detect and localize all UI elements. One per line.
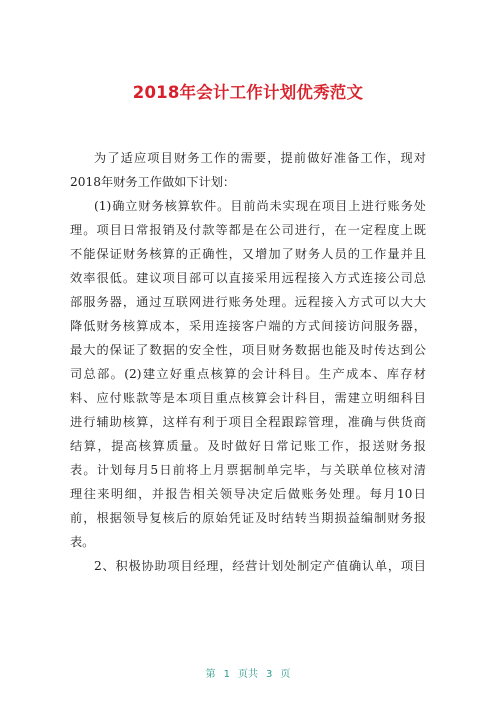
body-line: 料、应付账款等是本项目重点核算会计科目，需建立明细科目 [70, 391, 426, 405]
footer-prefix: 第 [205, 669, 216, 680]
body-line: 前，根据领导复核后的原始凭证及时结转当期损益编制财务报 [70, 511, 426, 525]
page-footer [0, 665, 496, 680]
body-line: 表。 [70, 535, 95, 549]
body-line: 不能保证财务核算的正确性，又增加了财务人员的工作量并且 [70, 247, 426, 261]
body-line: 2、积极协助项目经理，经营计划处制定产值确认单，项目 [94, 559, 426, 573]
body-line: 结算，提高核算质量。及时做好日常记账工作，报送财务报 [70, 439, 426, 453]
document-body [70, 146, 426, 578]
footer-current-page: 1 [223, 669, 230, 680]
document-title: 2018年会计工作计划优秀范文 [132, 83, 364, 102]
body-line: 表。计划每月5日前将上月票据制单完毕，与关联单位核对清 [70, 463, 426, 477]
footer-middle: 页共 [238, 669, 258, 680]
body-line: 理往来明细，并报告相关领导决定后做账务处理。每月10日 [70, 487, 426, 501]
footer-suffix: 页 [280, 669, 291, 680]
body-line: 理。项目日常报销及付款等都是在公司进行，在一定程度上既 [70, 223, 426, 237]
body-line: 2018年财务工作做如下计划： [70, 175, 236, 189]
body-line: 部服务器，通过互联网进行账务处理。远程接入方式可以大大 [70, 295, 426, 309]
body-line: (1)确立财务核算软件。目前尚未实现在项目上进行账务处 [94, 199, 426, 213]
body-line: 降低财务核算成本，采用连接客户端的方式间接访问服务器， [70, 319, 426, 333]
body-line: 司总部。(2)建立好重点核算的会计科目。生产成本、库存材 [70, 367, 426, 381]
body-line: 为了适应项目财务工作的需要，提前做好准备工作，现对 [94, 151, 426, 165]
body-line: 最大的保证了数据的安全性，项目财务数据也能及时传达到公 [70, 343, 426, 357]
body-line: 进行辅助核算，这样有利于项目全程跟踪管理，准确与供货商 [70, 415, 426, 429]
footer-total-pages: 3 [266, 669, 273, 680]
body-line: 效率很低。建议项目部可以直接采用远程接入方式连接公司总 [70, 271, 426, 285]
